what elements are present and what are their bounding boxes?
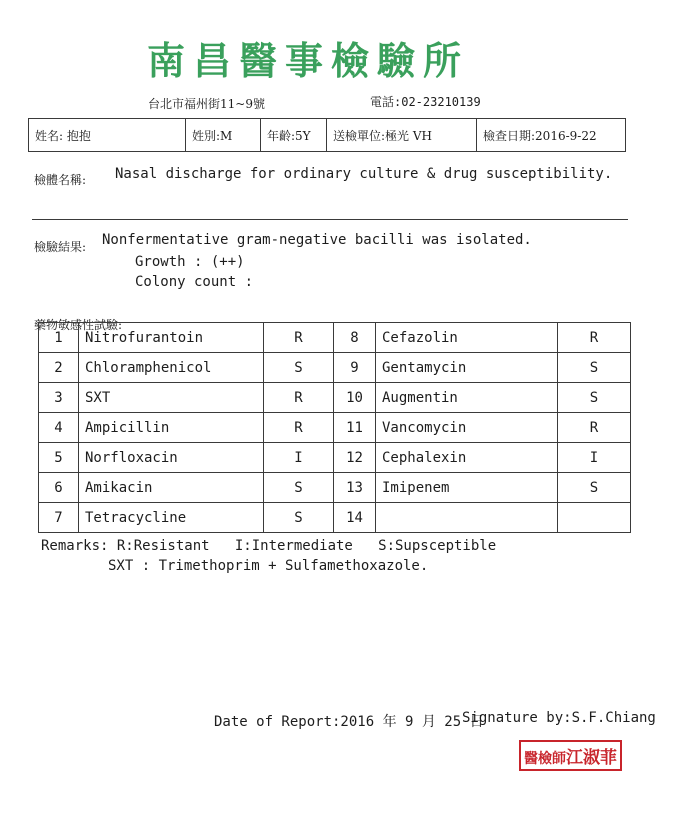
drug-number: 2 — [39, 353, 79, 383]
drug-result: S — [264, 353, 334, 383]
drug-name: SXT — [79, 383, 264, 413]
drug-result: R — [558, 413, 631, 443]
table-row — [39, 383, 631, 413]
table-row — [39, 503, 631, 533]
sensitivity-title: 藥物敏感性試驗: — [34, 318, 123, 332]
drug-name: Gentamycin — [376, 353, 558, 383]
table-row — [39, 443, 631, 473]
drug-number: 4 — [39, 413, 79, 443]
drug-name: Chloramphenicol — [79, 353, 264, 383]
drug-number: 12 — [334, 443, 376, 473]
drug-number: 5 — [39, 443, 79, 473]
drug-number: 1 — [39, 323, 79, 353]
drug-result: R — [264, 383, 334, 413]
exam-date: 檢查日期:2016-9-22 — [483, 128, 597, 143]
table-row — [39, 353, 631, 383]
drug-name: Amikacin — [79, 473, 264, 503]
report-date: Date of Report:2016 年 9 月 25 日 — [214, 714, 484, 730]
drug-result: S — [264, 503, 334, 533]
drug-name: Vancomycin — [376, 413, 558, 443]
drug-number: 7 — [39, 503, 79, 533]
table-row — [39, 323, 631, 353]
divider-line — [32, 219, 628, 220]
table-row — [39, 413, 631, 443]
drug-number: 14 — [334, 503, 376, 533]
referring-unit: 送檢單位:極光 VH — [327, 119, 477, 151]
drug-name: Tetracycline — [79, 503, 264, 533]
drug-number: 11 — [334, 413, 376, 443]
drug-number: 8 — [334, 323, 376, 353]
drug-result: I — [558, 443, 631, 473]
signature-text: Signature by:S.F.Chiang — [462, 710, 656, 726]
result-label: 檢驗結果: — [34, 240, 87, 254]
drug-result: I — [264, 443, 334, 473]
drug-name: Ampicillin — [79, 413, 264, 443]
colony-count-text: Colony count : — [135, 274, 254, 290]
drug-name: Norfloxacin — [79, 443, 264, 473]
drug-result: R — [264, 413, 334, 443]
drug-name — [376, 503, 558, 533]
drug-number: 13 — [334, 473, 376, 503]
drug-name: Augmentin — [376, 383, 558, 413]
remarks-line-1: Remarks: R:Resistant I:Intermediate S:Supsceptible — [41, 538, 497, 554]
drug-name: Nitrofurantoin — [79, 323, 264, 353]
drug-result: S — [558, 353, 631, 383]
drug-name: Imipenem — [376, 473, 558, 503]
stamp-name: 江淑菲 — [566, 748, 617, 768]
drug-name: Cephalexin — [376, 443, 558, 473]
lab-address: 台北市福州街11~9號 — [148, 97, 265, 111]
drug-name: Cefazolin — [376, 323, 558, 353]
drug-number: 10 — [334, 383, 376, 413]
drug-result: R — [558, 323, 631, 353]
remarks-line-2: SXT : Trimethoprim + Sulfamethoxazole. — [108, 558, 429, 574]
patient-name: 姓名: 抱抱 — [29, 119, 186, 151]
drug-number: 9 — [334, 353, 376, 383]
drug-result: S — [264, 473, 334, 503]
drug-result: R — [264, 323, 334, 353]
growth-text: Growth : (++) — [135, 254, 245, 270]
lab-phone: 電話:02-23210139 — [370, 95, 481, 109]
lab-name: 南昌醫事檢驗所 — [146, 38, 469, 83]
drug-result: S — [558, 473, 631, 503]
drug-result — [558, 503, 631, 533]
sensitivity-table — [38, 322, 631, 533]
drug-number: 3 — [39, 383, 79, 413]
patient-info-table — [28, 118, 626, 152]
specimen-value: Nasal discharge for ordinary culture & drug susceptibility. — [115, 166, 613, 182]
technician-stamp — [519, 740, 622, 771]
drug-result: S — [558, 383, 631, 413]
patient-age: 年齡:5Y — [261, 119, 327, 151]
table-row — [39, 473, 631, 503]
stamp-title: 醫檢師 — [524, 751, 566, 767]
drug-number: 6 — [39, 473, 79, 503]
specimen-label: 檢體名稱: — [34, 173, 87, 187]
patient-sex: 姓別:M — [186, 119, 261, 151]
result-value: Nonfermentative gram-negative bacilli was isolated. — [102, 232, 532, 248]
